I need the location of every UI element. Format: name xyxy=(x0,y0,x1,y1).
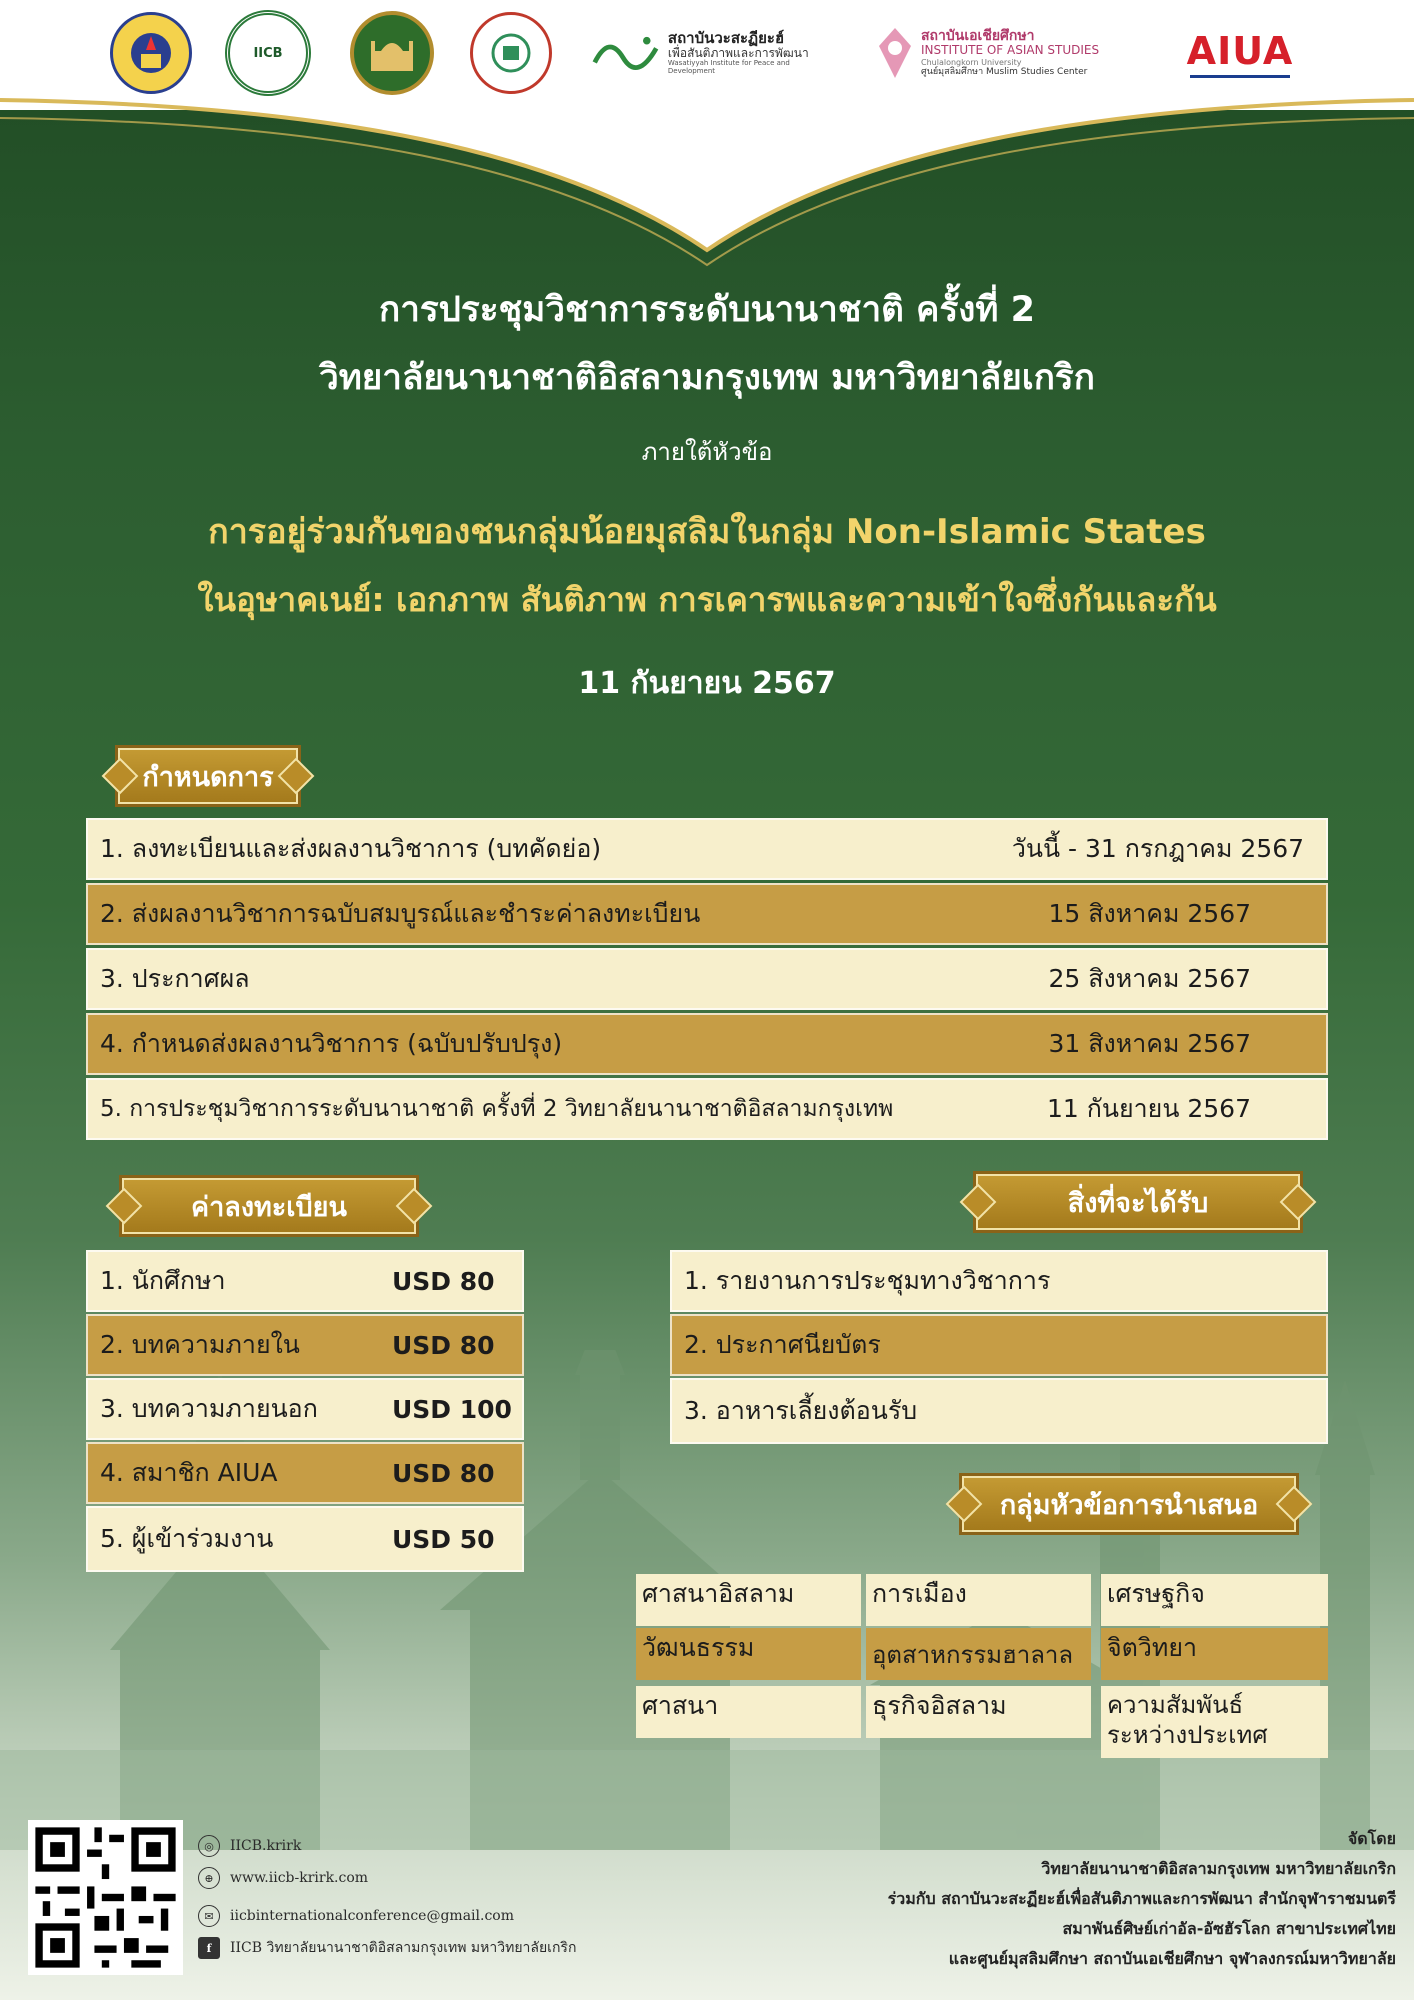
contact-email[interactable]: ✉ iicbinternationalconference@gmail.com xyxy=(198,1905,514,1927)
fee-row: 2. บทความภายใน USD 80 xyxy=(86,1314,524,1376)
logo-aiua: AIUA xyxy=(1180,18,1300,88)
facebook-icon: f xyxy=(198,1937,220,1959)
organizer-line: วิทยาลัยนานาชาติอิสลามกรุงเทพ มหาวิทยาลัยเกริก xyxy=(1041,1859,1396,1878)
seal-icon xyxy=(470,12,552,94)
contact-website[interactable]: ⊕ www.iicb-krirk.com xyxy=(198,1867,368,1889)
college-title: วิทยาลัยนานาชาติอิสลามกรุงเทพ มหาวิทยาลัยเกริก xyxy=(319,358,1095,398)
topic-line-2: ในอุษาคเนย์: เอกภาพ สันติภาพ การเคารพและความเข้าใจซึ่งกันและกัน xyxy=(197,580,1217,619)
topic-cell: การเมือง xyxy=(866,1574,1091,1626)
benefits-heading: สิ่งที่จะได้รับ xyxy=(976,1174,1300,1230)
topic-cell: ศาสนาอิสลาม xyxy=(636,1574,861,1626)
topic-cell: วัฒนธรรม xyxy=(636,1628,861,1680)
topic-cell: จิตวิทยา xyxy=(1101,1628,1328,1680)
instagram-icon: ◎ xyxy=(198,1835,220,1857)
contact-facebook[interactable]: f IICB วิทยาลัยนานาชาติอิสลามกรุงเทพ มหาวิทยาลัยเกริก xyxy=(198,1937,576,1959)
globe-icon: ⊕ xyxy=(198,1867,220,1889)
wasatiyyah-calligraphy-icon xyxy=(590,28,662,78)
topic-cell: อุตสาหกรรมฮาลาล xyxy=(866,1628,1091,1680)
topics-heading: กลุ่มหัวข้อการนำเสนอ xyxy=(962,1476,1296,1532)
schedule-row: 2. ส่งผลงานวิชาการฉบับสมบูรณ์และชำระค่าลงทะเบียน 15 สิงหาคม 2567 xyxy=(86,883,1328,945)
topic-line-1: การอยู่ร่วมกันของชนกลุ่มน้อยมุสลิมในกลุ่ม Non-Islamic States xyxy=(208,512,1206,552)
schedule-row: 5. การประชุมวิชาการระดับนานาชาติ ครั้งที่ 2 วิทยาลัยนานาชาติอิสลามกรุงเทพ 11 กันยายน 2567 xyxy=(86,1078,1328,1140)
logo-association xyxy=(470,18,552,88)
logo-asian-studies: สถาบันเอเชียศึกษา INSTITUTE OF ASIAN STUDIES Chulalongkorn University ศูนย์มุสลิมศึกษา Muslim Studies Center xyxy=(875,18,1145,88)
schedule-row: 4. กำหนดส่งผลงานวิชาการ (ฉบับปรับปรุง) 31 สิงหาคม 2567 xyxy=(86,1013,1328,1075)
fee-row: 1. นักศึกษา USD 80 xyxy=(86,1250,524,1312)
organizer-line: และศูนย์มุสลิมศึกษา สถาบันเอเชียศึกษา จุฬาลงกรณ์มหาวิทยาลัย xyxy=(948,1949,1396,1968)
logo-wasatiyyah: สถาบันวะสะฏียะฮ์ เพื่อสันติภาพและการพัฒนา Wasatiyyah Institute for Peace and Development xyxy=(590,18,830,88)
benefit-row: 1. รายงานการประชุมทางวิชาการ xyxy=(670,1250,1328,1312)
topic-cell: ศาสนา xyxy=(636,1686,861,1738)
topic-cell: ความสัมพันธ์ ระหว่างประเทศ xyxy=(1101,1686,1328,1758)
benefit-row: 2. ประกาศนียบัตร xyxy=(670,1314,1328,1376)
under-topic-label: ภายใต้หัวข้อ xyxy=(641,438,773,466)
benefit-row: 3. อาหารเลี้ยงต้อนรับ xyxy=(670,1378,1328,1444)
contact-instagram[interactable]: ◎ IICB.krirk xyxy=(198,1835,301,1857)
logo-mosque xyxy=(350,18,434,88)
organizer-line: สมาพันธ์ศิษย์เก่าอัล-อัซฮัรโลก สาขาประเทศไทย xyxy=(1062,1919,1396,1938)
email-icon: ✉ xyxy=(198,1905,220,1927)
fee-row: 5. ผู้เข้าร่วมงาน USD 50 xyxy=(86,1506,524,1572)
header-gold-curve xyxy=(0,60,1414,280)
schedule-row: 3. ประกาศผล 25 สิงหาคม 2567 xyxy=(86,948,1328,1010)
organizer-line: ร่วมกับ สถาบันวะสะฏียะฮ์เพื่อสันติภาพและการพัฒนา สำนักจุฬาราชมนตรี xyxy=(887,1889,1396,1908)
fee-row: 4. สมาชิก AIUA USD 80 xyxy=(86,1442,524,1504)
krirk-emblem-icon xyxy=(110,12,192,94)
qr-code-icon[interactable] xyxy=(28,1820,183,1975)
topic-cell: ธุรกิจอิสลาม xyxy=(866,1686,1091,1738)
conference-date: 11 กันยายน 2567 xyxy=(578,666,836,701)
schedule-heading: กำหนดการ xyxy=(118,748,298,804)
fees-heading: ค่าลงทะเบียน xyxy=(122,1178,416,1234)
footer xyxy=(0,1805,1414,2000)
schedule-row: 1. ลงทะเบียนและส่งผลงานวิชาการ (บทคัดย่อ) วันนี้ - 31 กรกฎาคม 2567 xyxy=(86,818,1328,880)
logo-iicb: IICB xyxy=(225,18,311,88)
organizers-title: จัดโดย xyxy=(1347,1829,1396,1848)
fee-row: 3. บทความภายนอก USD 100 xyxy=(86,1378,524,1440)
topic-cell: เศรษฐกิจ xyxy=(1101,1574,1328,1626)
logo-krirk xyxy=(110,18,192,88)
chula-emblem-icon xyxy=(875,26,915,80)
conference-title: การประชุมวิชาการระดับนานาชาติ ครั้งที่ 2 xyxy=(379,290,1035,330)
mosque-icon xyxy=(350,11,434,95)
